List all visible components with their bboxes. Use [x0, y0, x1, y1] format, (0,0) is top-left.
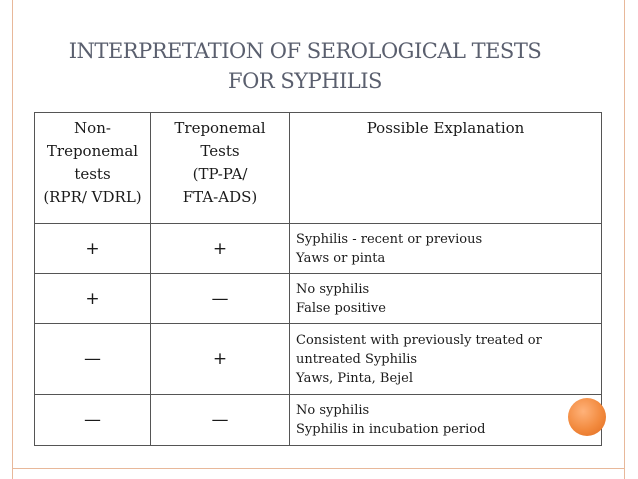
- explanation-cell: [290, 274, 602, 324]
- non-treponemal-result: —: [35, 324, 151, 395]
- non-treponemal-result: —: [35, 395, 151, 446]
- explanation-line: Syphilis - recent or previous: [296, 231, 483, 247]
- treponemal-result: +: [151, 324, 290, 395]
- non-treponemal-result: +: [35, 274, 151, 324]
- explanation-cell: [290, 224, 602, 274]
- explanation-line: Consistent with previously treated or: [296, 332, 542, 348]
- explanation-line: No syphilis: [296, 403, 370, 418]
- explanation-line: Yaws, Pinta, Bejel: [296, 370, 414, 386]
- slide-title-line-2: FOR SYPHILIS: [228, 69, 382, 93]
- header-treponemal: [151, 113, 290, 224]
- explanation-cell: [290, 395, 602, 446]
- slide-frame-bottom: [12, 468, 625, 469]
- explanation-line: False positive: [296, 300, 386, 316]
- header-line: Possible Explanation: [366, 119, 525, 137]
- header-line: Tests: [200, 142, 240, 160]
- treponemal-result: —: [151, 274, 290, 324]
- treponemal-result: +: [151, 224, 290, 274]
- slide-title-line-1: INTERPRETATION OF SEROLOGICAL TESTS: [68, 39, 542, 63]
- table-row: [35, 274, 602, 324]
- table-row: [35, 224, 602, 274]
- interpretation-table: [34, 112, 602, 446]
- table-row: [35, 395, 602, 446]
- slide-title: [40, 36, 570, 96]
- explanation-cell: [290, 324, 602, 395]
- slide-frame-right: [624, 0, 625, 479]
- explanation-line: untreated Syphilis: [296, 351, 418, 367]
- explanation-line: Syphilis in incubation period: [296, 422, 486, 437]
- header-line: tests: [74, 165, 111, 183]
- header-line: Non-: [74, 119, 111, 137]
- slide-frame-left: [12, 0, 13, 479]
- non-treponemal-result: +: [35, 224, 151, 274]
- treponemal-result: —: [151, 395, 290, 446]
- explanation-line: Yaws or pinta: [296, 250, 386, 266]
- header-line: (RPR/ VDRL): [43, 188, 142, 206]
- header-line: FTA-ADS): [182, 188, 258, 206]
- header-line: Treponemal: [174, 119, 266, 137]
- header-line: (TP-PA/: [192, 165, 248, 183]
- header-possible-explanation: [290, 113, 602, 224]
- header-non-treponemal: [35, 113, 151, 224]
- explanation-line: No syphilis: [296, 281, 370, 297]
- table-header-row: [35, 113, 602, 224]
- decorative-orange-circle: [568, 398, 606, 436]
- header-line: Treponemal: [46, 142, 139, 160]
- table-row: [35, 324, 602, 395]
